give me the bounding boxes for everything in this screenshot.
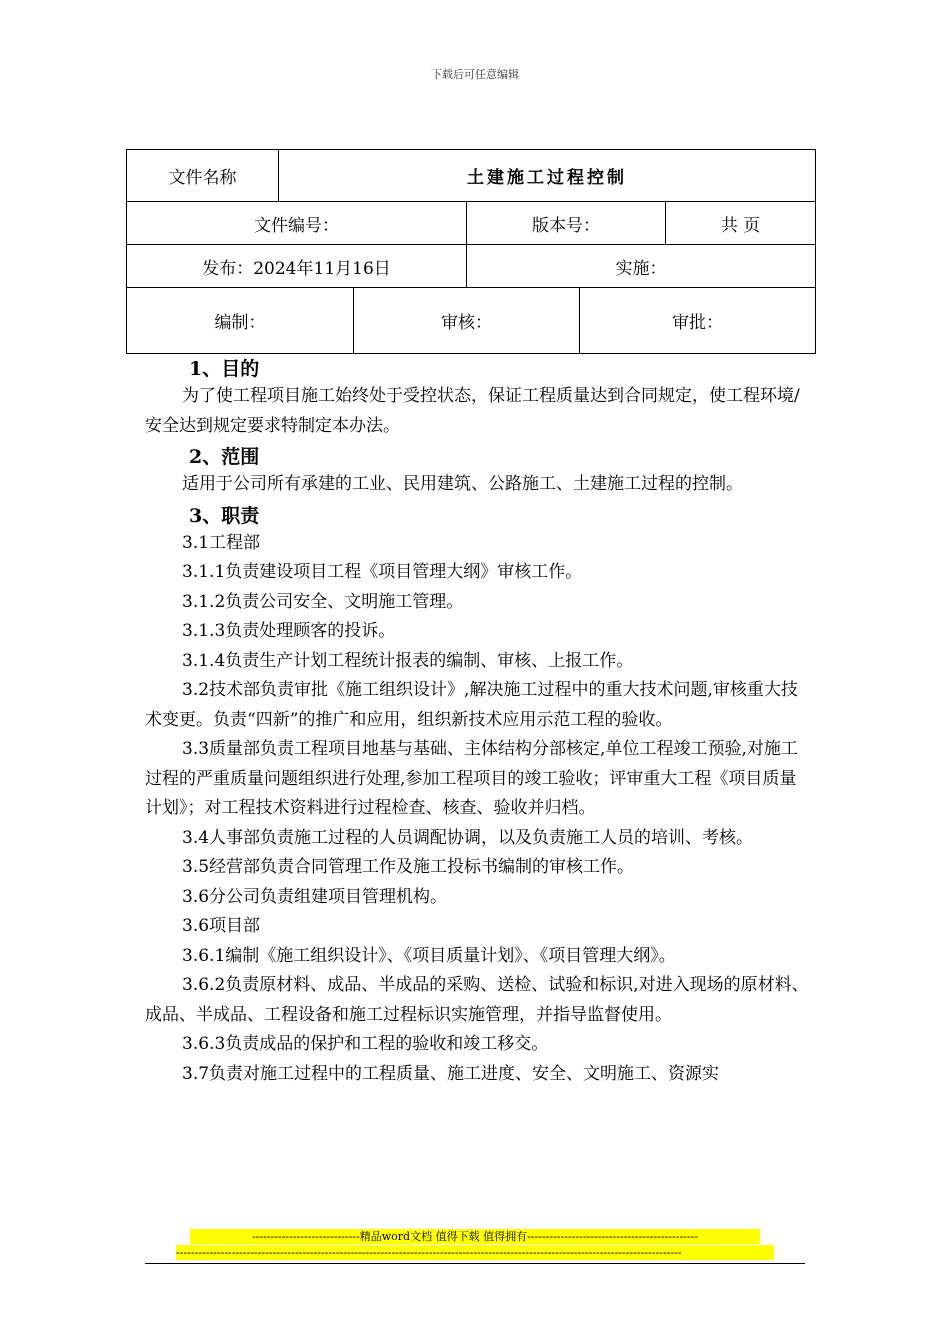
- duty-item: 3.3质量部负责工程项目地基与基础、主体结构分部核定,单位工程竣工预验,对施工过程的严重质量问题组织进行处理,参加工程项目的竣工验收；评审重大工程《项目质量计划》；对工程技术资料进行过程检查、核查、验收并归档。: [145, 739, 798, 818]
- document-body: [145, 356, 810, 1089]
- duty-item: 3.1.3负责处理顾客的投诉。: [182, 621, 396, 641]
- footer-dash-line: ----------------------------------------------------------------------------------------------------------------------------------------: [176, 1245, 774, 1260]
- document-title: 土建施工过程控制: [279, 150, 816, 202]
- footer-banner-line: -----------------------------精品word文档 值得下载 值得拥有----------------------------------------------: [190, 1229, 760, 1244]
- approver-label: 审批：: [580, 288, 816, 354]
- section-purpose-text: 为了使工程项目施工始终处于受控状态，保证工程质量达到合同规定，使工程环境/安全达到规定要求特制定本办法。: [145, 386, 800, 436]
- document-info-table: [126, 149, 816, 354]
- file-number-label: 文件编号：: [127, 202, 467, 245]
- version-label: 版本号：: [467, 202, 666, 245]
- duty-item: 3.6.1编制《施工组织设计》、《项目质量计划》、《项目管理大纲》。: [182, 945, 676, 966]
- duty-item: 3.7负责对施工过程中的工程质量、施工进度、安全、文明施工、资源实: [182, 1063, 720, 1084]
- duty-item: 3.1.2负责公司安全、文明施工管理。: [182, 591, 464, 612]
- duty-item: 3.1工程部: [182, 532, 261, 553]
- duty-item: 3.5经营部负责合同管理工作及施工投标书编制的审核工作。: [182, 857, 635, 877]
- section-heading-scope: 2、范围: [189, 446, 260, 468]
- duty-item: 3.6.3负责成品的保护和工程的验收和竣工移交。: [182, 1034, 549, 1054]
- duty-item: 3.6项目部: [182, 916, 261, 936]
- duty-item: 3.1.1负责建设项目工程《项目管理大纲》审核工作。: [182, 562, 583, 582]
- section-heading-purpose: 1、目的: [189, 358, 260, 380]
- section-scope-text: 适用于公司所有承建的工业、民用建筑、公路施工、土建施工过程的控制。: [182, 474, 743, 494]
- reviewer-label: 审核：: [354, 288, 580, 354]
- duty-item: 3.6分公司负责组建项目管理机构。: [182, 886, 448, 907]
- implement-label: 实施：: [467, 245, 816, 288]
- page-header: 下载后可任意编辑: [431, 68, 519, 81]
- duty-item: 3.2技术部负责审批《施工组织设计》,解决施工过程中的重大技术问题,审核重大技术变更。负责“四新”的推广和应用，组织新技术应用示范工程的验收。: [145, 680, 798, 730]
- page-count-label: 共 页: [666, 202, 816, 245]
- duty-item: 3.4人事部负责施工过程的人员调配协调，以及负责施工人员的培训、考核。: [182, 827, 754, 848]
- footer-rule: [145, 1263, 805, 1264]
- file-name-label: 文件名称: [127, 150, 279, 202]
- section-heading-duties: 3、职责: [189, 504, 260, 527]
- duty-item: 3.6.2负责原材料、成品、半成品的采购、送检、试验和标识,对进入现场的原材料、成品、半成品、工程设备和施工过程标识实施管理，并指导监督使用。: [145, 975, 809, 1025]
- compiler-label: 编制：: [127, 288, 354, 354]
- duty-item: 3.1.4负责生产计划工程统计报表的编制、审核、上报工作。: [182, 650, 634, 671]
- publish-date-label: 发布：2024年11月16日: [127, 245, 467, 288]
